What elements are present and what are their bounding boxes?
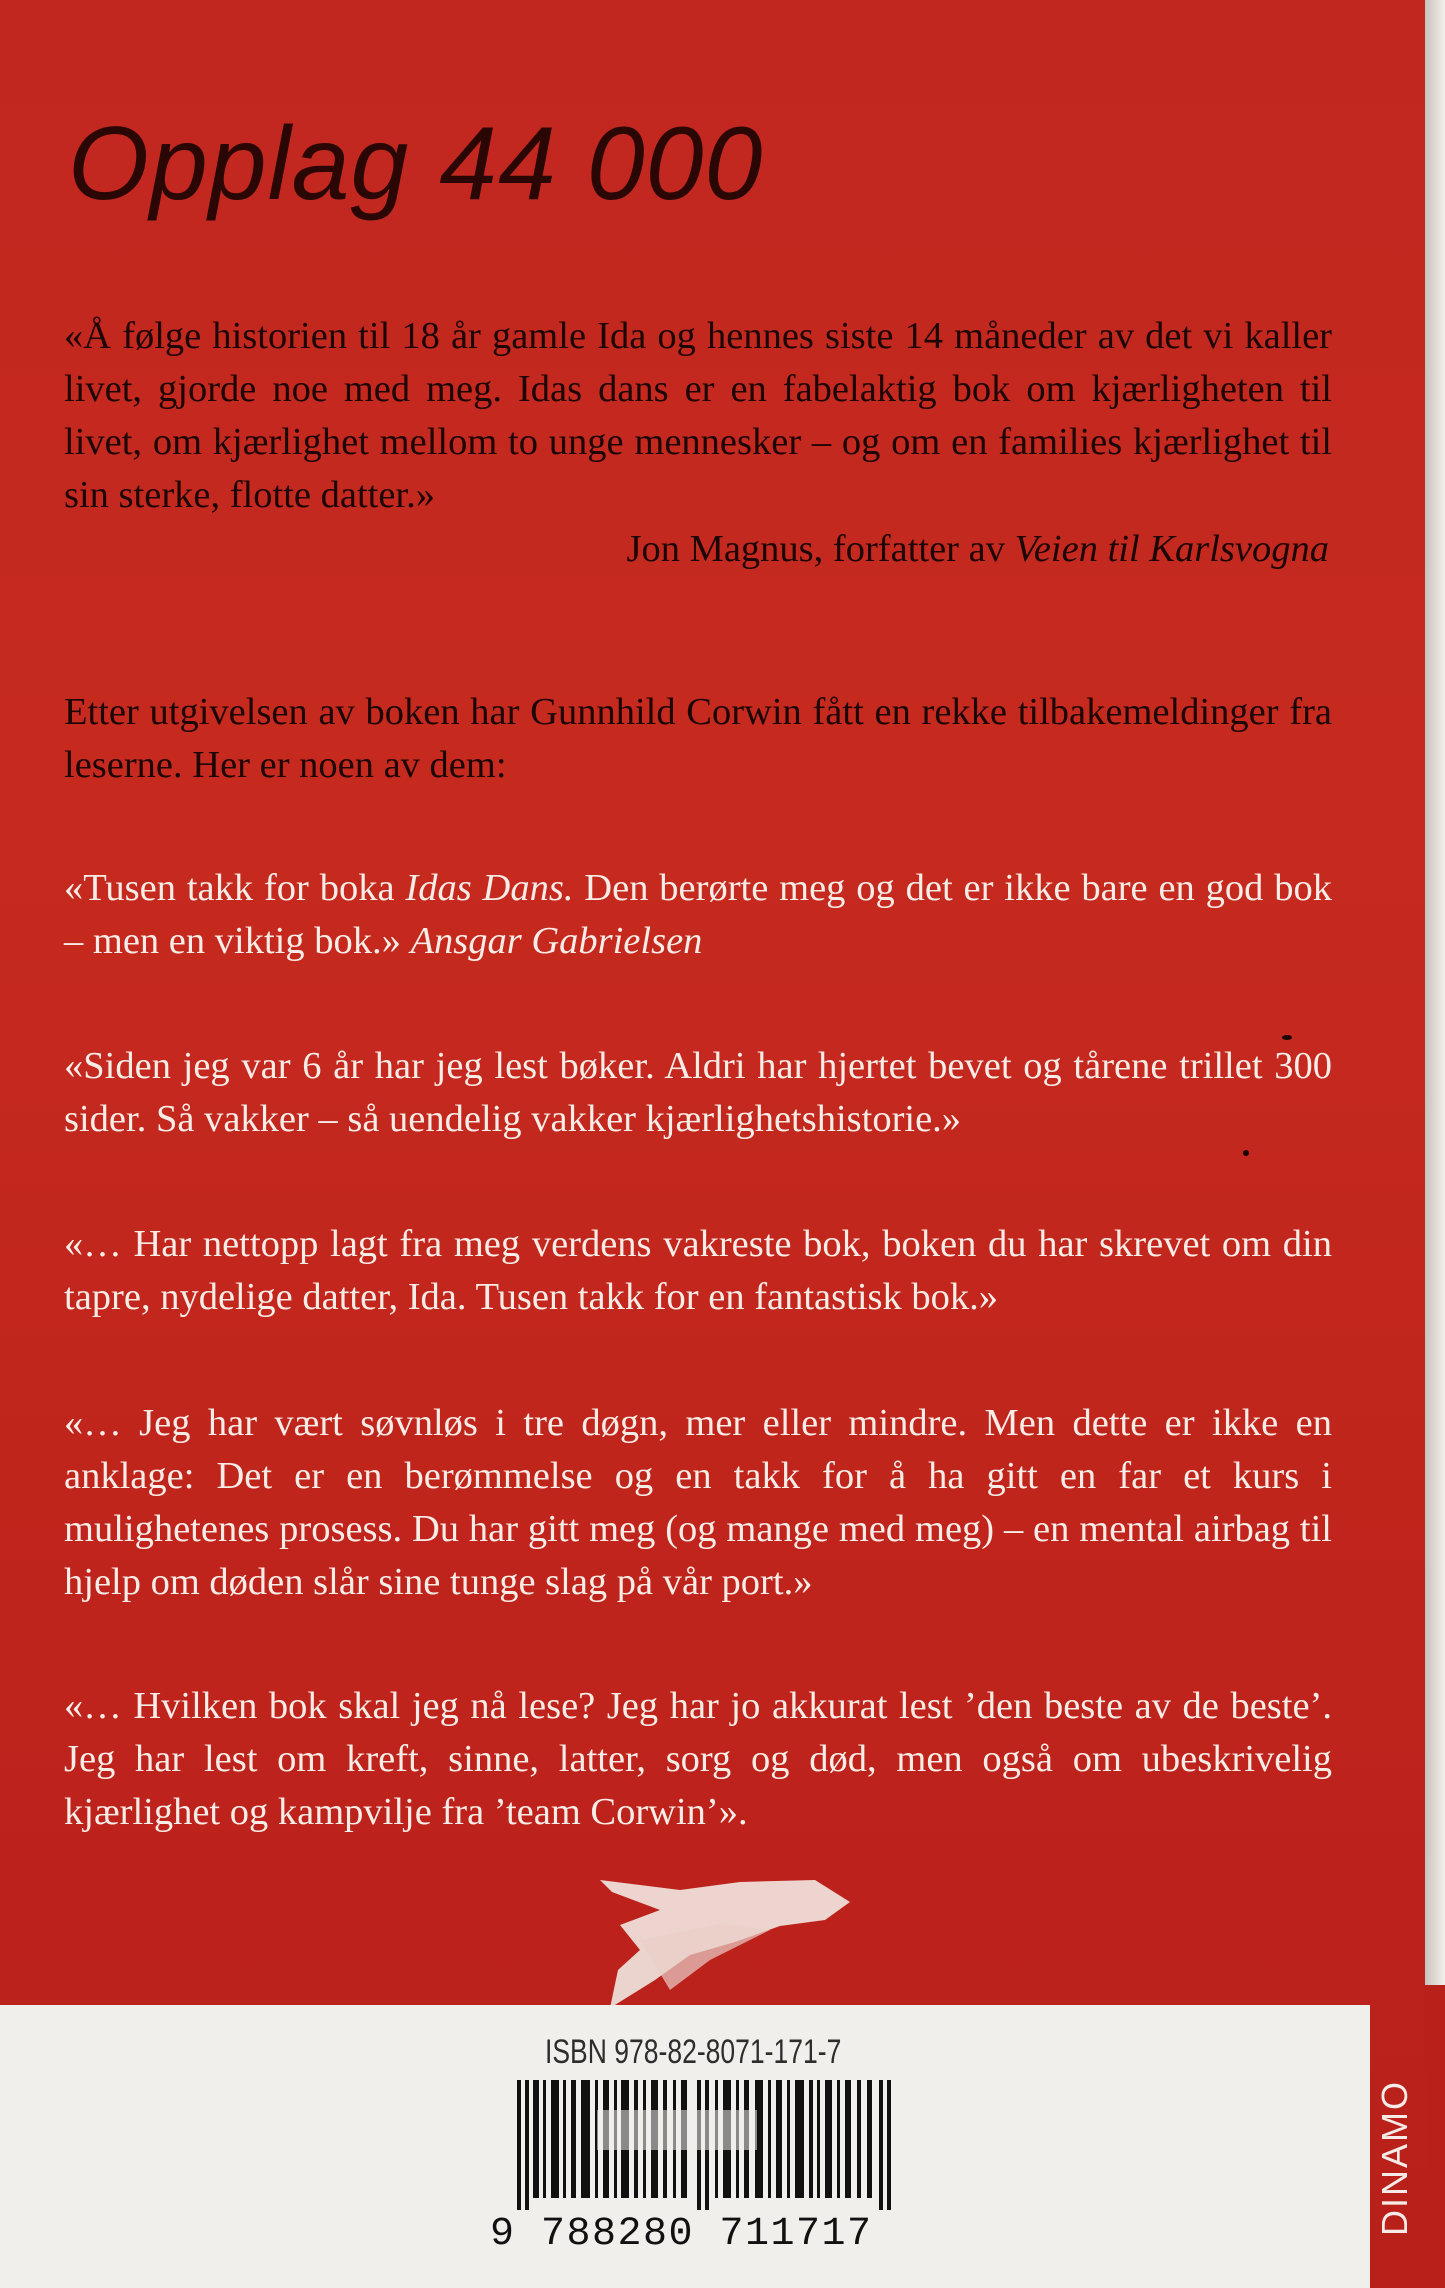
reader-quote-1-post: Den berørte meg og det er ikke bare en god bok – men en viktig bok.» <box>64 867 1332 962</box>
reader-feedback-intro: Etter utgivelsen av boken har Gunnhild Corwin fått en rekke tilbakemeldinger fra leserne. Her er noen av dem: <box>64 691 1332 786</box>
publisher-logo: DINAMO <box>1374 2080 1415 2236</box>
page-edge <box>1425 0 1445 1985</box>
reader-quote-3-text: «… Har nettopp lagt fra meg verdens vakreste bok, boken du har skrevet om din tapre, nydelige datter, Ida. Tusen takk for en fantastisk bok.» <box>64 1223 1332 1318</box>
ink-speck <box>1243 1150 1249 1156</box>
review-author: Jon Magnus, forfatter av <box>626 528 1005 570</box>
print-run-headline: Opplag 44 000 <box>68 106 764 222</box>
reader-quote-2 <box>64 1040 1332 1146</box>
reader-quote-1 <box>64 862 1332 968</box>
reader-quote-1-title: Idas Dans. <box>405 867 574 909</box>
torn-sticker-residue <box>600 1880 860 2010</box>
reader-quote-1-pre: «Tusen takk for boka <box>64 867 406 909</box>
review-quote: «Å følge historien til 18 år gamle Ida og hennes siste 14 måneder av det vi kaller livet, gjorde noe med meg. Idas dans er en fabelaktig bok om kjærligheten til livet, om kjærlighet mellom to unge mennesker – og om en families kjærlighet til sin sterke, flotte datter.» <box>64 315 1332 516</box>
barcode <box>517 2080 902 2210</box>
barcode-digits: 9 788280 711717 <box>490 2212 873 2257</box>
reader-quote-4 <box>64 1397 1332 1609</box>
reader-quote-2-text: «Siden jeg var 6 år har jeg lest bøker. Aldri har hjertet bevet og tårene trillet 300 sider. Så vakker – så uendelig vakker kjærlighetshistorie.» <box>64 1045 1332 1140</box>
review-author-work: Veien til Karlsvogna <box>1014 528 1329 570</box>
reader-quote-5 <box>64 1680 1332 1839</box>
ink-speck <box>1282 1035 1292 1040</box>
isbn-label: ISBN 978-82-8071-171-7 <box>545 2033 842 2071</box>
review-attribution <box>626 523 1329 576</box>
reader-quote-4-text: «… Jeg har vært søvnløs i tre døgn, mer eller mindre. Men dette er ikke en anklage: Det er en berømmelse og en takk for å ha gitt en far et kurs i mulighetenes prosess. Du har gitt meg (og mange med meg) – en mental airbag til hjelp om døden slår sine tunge slag på vår port.» <box>64 1402 1332 1603</box>
reader-quote-5-text: «… Hvilken bok skal jeg nå lese? Jeg har jo akkurat lest ’den beste av de beste’. Jeg har lest om kreft, sinne, latter, sorg og død, men også om ubeskrivelig kjærlighet og kampvilje fra ’team Corwin’». <box>64 1685 1332 1833</box>
reader-quote-3 <box>64 1218 1332 1324</box>
reader-quote-1-author: Ansgar Gabrielsen <box>410 920 703 962</box>
